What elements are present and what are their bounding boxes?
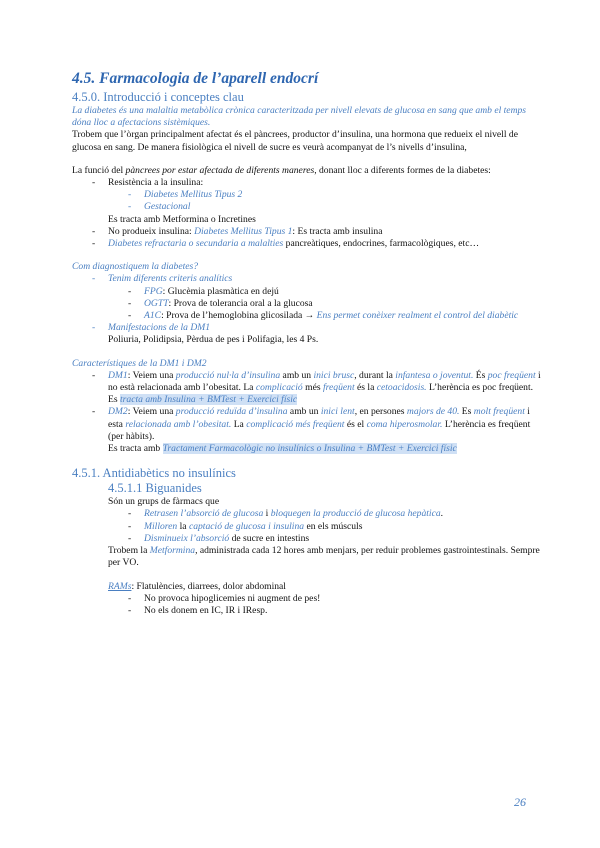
- criteris-sublist: [72, 286, 542, 323]
- section-title: 4.5. Farmacologia de l’aparell endocrí: [72, 70, 319, 87]
- dm-characteristics-list: [72, 370, 542, 443]
- list-item-fpg: - FPG: Glucèmia plasmàtica en dejú: [128, 285, 279, 297]
- biguanides-mechanism-list: [72, 508, 542, 545]
- list-item-no-insulina: - No produeix insulina: Diabetes Mellitus Tipus 1: Es tracta amb insulina: [92, 225, 383, 237]
- four-ps-text: Poliuria, Polidipsia, Pèrdua de pes i Polifagia, les 4 Ps.: [108, 334, 319, 346]
- metformina-paragraph: Trobem la Metformina, administrada cada 12 hores amb menjars, per reduir problemes gastrointestinals. Sempre per VO.: [108, 545, 540, 569]
- metformina-note: Es tracta amb Metformina o Incretines: [108, 213, 256, 225]
- list-item-resistencia: - Resistència a la insulina:: [92, 177, 204, 189]
- list-item-ogtt: - OGTT: Prova de tolerancia oral a la glucosa: [128, 297, 313, 309]
- intro-paragraph: Trobem que l’òrgan principalment afectat és el pàncrees, productor d’insulina, una hormona que redueix el nivell de glucosa en sang. De manera fisiològica el nivell de sucre es veurà acompanyat de l’s nivells d’insulina,: [72, 129, 518, 153]
- list-item-a1c: - A1C: Prova de l’hemoglobina glicosilada → Ens permet conèixer realment el control del diabètic: [128, 310, 519, 322]
- dm1-treatment-highlight: tracta amb Insulina + BMTest + Exercici físic: [120, 394, 298, 406]
- diagnostic-list-2: [72, 322, 542, 334]
- dm2-treatment-highlight: Tractament Farmacològic no insulínics o Insulina + BMTest + Exercici físic: [162, 443, 457, 455]
- heading-4-5-1-1: 4.5.1.1 Biguanides: [108, 481, 202, 496]
- heading-diagnostic: Com diagnostiquem la diabetes?: [72, 261, 199, 273]
- list-item-manifestacions: - Manifestacions de la DM1: [92, 322, 211, 334]
- list-item-dm2-char: - DM2: Veiem una producció reduïda d’insulina amb un inici lent, en persones majors de 40. Es molt freqüent i esta relacionada amb l’obesitat. La complicació més freqüent és el coma hiperosmolar. L’herència es freqüent (per hàbits).: [92, 406, 531, 442]
- list-item-no-hipoglicemies: - No provoca hipoglicemies ni augment de pes!: [128, 592, 321, 604]
- list-item-disminueix: - Disminueix l’absorció de sucre en intestins: [128, 532, 310, 544]
- diagnostic-list: [72, 273, 542, 285]
- diabetes-definition: La diabetes és una malaltia metabòlica crònica caracteritzada per nivell elevats de glucosa en sang que amb el temps dóna lloc a afectacions sistèmiques.: [72, 105, 527, 129]
- diabetes-forms-list-2: [72, 226, 542, 250]
- page-number: 26: [514, 795, 526, 809]
- rams-list: [72, 593, 542, 617]
- list-item-refractaria: - Diabetes refractaria o secundaria a malalties pancreàtiques, endocrines, farmacològiques, etc…: [92, 238, 480, 250]
- biguanides-intro: Són un grups de fàrmacs que: [108, 496, 220, 508]
- list-item-contraindicacions: - No els donem en IC, IR i IResp.: [128, 604, 268, 616]
- heading-4-5-1: 4.5.1. Antidiabètics no insulínics: [72, 466, 236, 481]
- pancreas-paragraph: La funció del pàncrees por estar afectada de diferents maneres, donant lloc a diferents formes de la diabetes:: [72, 164, 491, 176]
- list-item-dm1: - DM1: Veiem una producció nul·la d’insulina amb un inici brusc, durant la infantesa o joventut. És poc freqüent i no està relacionada amb l’obesitat. La complicació més freqüent és la cetoacidosis. L’herència es poc freqüent. Es tracta amb Insulina + BMTest + Exercici físic: [92, 369, 541, 406]
- list-item-gestacional: - Gestacional: [128, 201, 191, 213]
- list-item-criteris: - Tenim diferents criteris analítics: [92, 273, 233, 285]
- dm2-treatment: Es tracta amb Tractament Farmacològic no insulínics o Insulina + BMTest + Exercici físic: [108, 443, 457, 455]
- heading-caracteristiques: Característiques de la DM1 i DM2: [72, 357, 207, 369]
- diabetes-forms-list: [72, 177, 542, 189]
- arrow-icon: →: [304, 310, 315, 322]
- resistencia-sublist: [72, 189, 542, 213]
- list-item-dm2: - Diabetes Mellitus Tipus 2: [128, 189, 243, 201]
- page-content: [72, 70, 542, 617]
- list-item-milloren: - Milloren la captació de glucosa i insulina en els músculs: [128, 520, 363, 532]
- heading-4-5-0: 4.5.0. Introducció i conceptes clau: [72, 90, 244, 104]
- list-item-retrasen: - Retrasen l’absorció de glucosa i bloquegen la producció de glucosa hepàtica.: [128, 508, 444, 520]
- rams-line: RAMs: Flatulències, diarrees, dolor abdominal: [108, 580, 286, 592]
